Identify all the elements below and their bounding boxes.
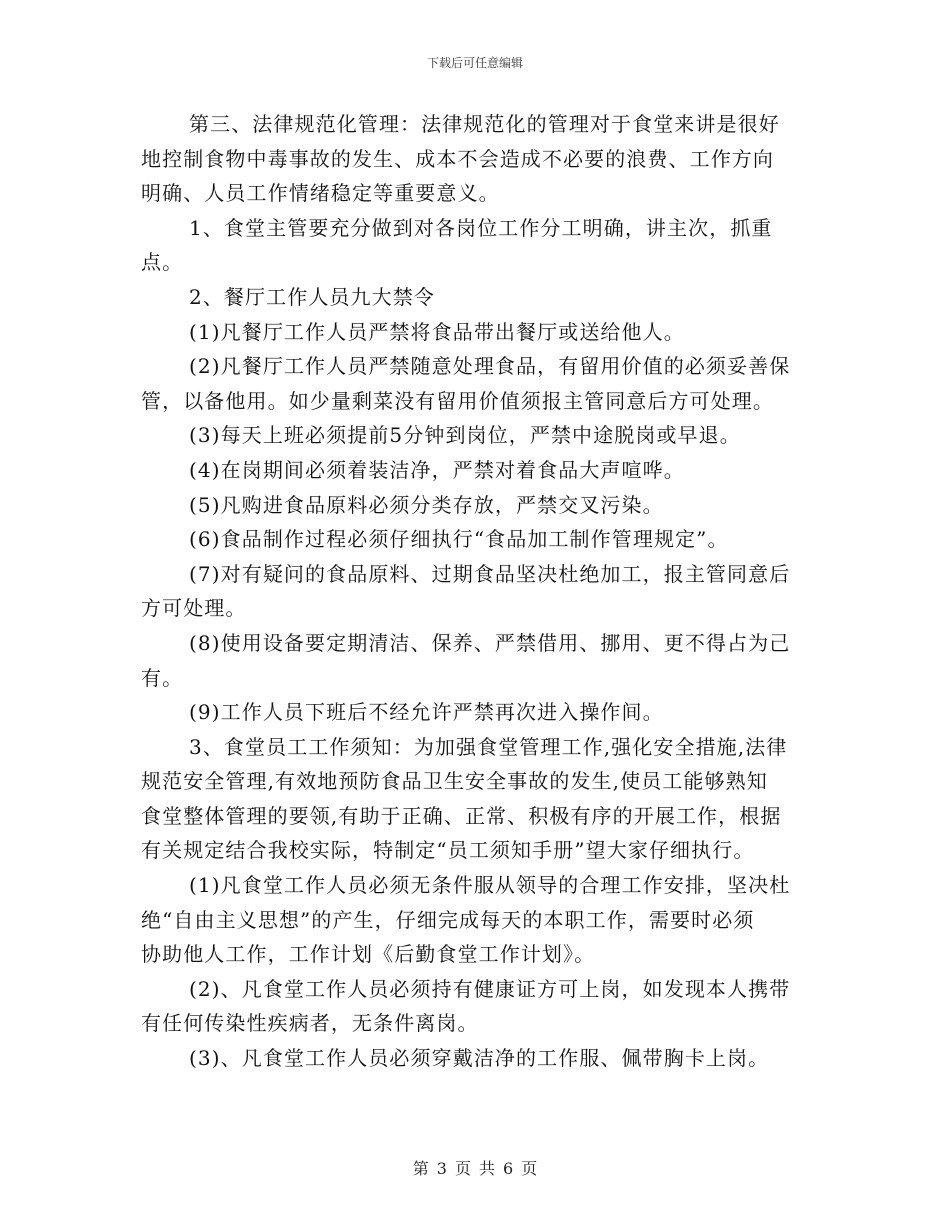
document-body — [141, 107, 813, 1076]
line: (4)在岗期间必须着装洁净，严禁对着食品大声喧哗。 — [189, 457, 685, 482]
page-label-prefix: 第 — [412, 1159, 429, 1178]
line: (3)、凡食堂工作人员必须穿戴洁净的工作服、佩带胸卡上岗。 — [189, 1046, 770, 1071]
line: 地控制食物中毒事故的发生、成本不会造成不必要的浪费、工作方向 — [141, 146, 774, 171]
line: 3、食堂员工工作须知：为加强食堂管理工作,强化安全措施,法律 — [189, 734, 788, 759]
paragraph-8 — [141, 488, 813, 523]
paragraph-10 — [141, 557, 813, 626]
paragraph-1 — [141, 107, 813, 211]
paragraph-6 — [141, 418, 813, 453]
paragraph-15 — [141, 972, 813, 1041]
line: 第三、法律规范化管理：法律规范化的管理对于食堂来讲是很好 — [189, 112, 780, 136]
paragraph-14 — [141, 868, 813, 972]
line: (9)工作人员下班后不经允许严禁再次进入操作间。 — [189, 700, 664, 725]
line: 规范安全管理,有效地预防食品卫生安全事故的发生,使员工能够熟知 — [141, 769, 768, 794]
current-page-number: 3 — [436, 1159, 447, 1178]
line: (7)对有疑问的食品原料、过期食品坚决杜绝加工，报主管同意后 — [189, 561, 791, 586]
line: (2)、凡食堂工作人员必须持有健康证方可上岗，如发现本人携带 — [189, 976, 791, 1001]
line: (6)食品制作过程必须仔细执行“食品加工制作管理规定”。 — [189, 527, 729, 552]
page-label-mid: 页 — [454, 1159, 471, 1178]
paragraph-11 — [141, 626, 813, 695]
total-label: 共 — [479, 1159, 496, 1178]
total-pages-number: 6 — [503, 1159, 514, 1178]
line: 明确、人员工作情绪稳定等重要意义。 — [141, 181, 500, 206]
line: 管，以备他用。如少量剩菜没有留用价值须报主管同意后方可处理。 — [141, 388, 774, 413]
paragraph-13 — [141, 730, 813, 868]
line: 方可处理。 — [141, 596, 247, 621]
paragraph-9 — [141, 522, 813, 557]
line: (1)凡食堂工作人员必须无条件服从领导的合理工作安排，坚决杜 — [189, 873, 791, 898]
line: 绝“自由主义思想”的产生，仔细完成每天的本职工作，需要时必须 — [141, 907, 755, 932]
line: 有关规定结合我校实际，特制定“员工须知手册”望大家仔细执行。 — [141, 838, 755, 863]
paragraph-2 — [141, 211, 813, 280]
paragraph-16 — [141, 1041, 813, 1076]
paragraph-7 — [141, 453, 813, 488]
line: 协助他人工作，工作计划《后勤食堂工作计划》。 — [141, 942, 596, 967]
paragraph-3 — [141, 280, 813, 315]
line: (1)凡餐厅工作人员严禁将食品带出餐厅或送给他人。 — [189, 319, 685, 344]
line: 有。 — [141, 665, 184, 690]
line: (5)凡购进食品原料必须分类存放，严禁交叉污染。 — [189, 492, 664, 517]
line: (2)凡餐厅工作人员严禁随意处理食品，有留用价值的必须妥善保 — [189, 354, 791, 379]
line: 2、餐厅工作人员九大禁令 — [189, 284, 435, 309]
line: (8)使用设备要定期清洁、保养、严禁借用、挪用、更不得占为己 — [189, 630, 791, 655]
paragraph-12 — [141, 695, 813, 730]
line: 食堂整体管理的要领,有助于正确、正常、积极有序的开展工作，根据 — [141, 803, 782, 828]
line: (3)每天上班必须提前5分钟到岗位，严禁中途脱岗或早退。 — [189, 423, 741, 448]
page-footer — [0, 1156, 950, 1179]
line: 1、食堂主管要充分做到对各岗位工作分工明确，讲主次，抓重点。 — [141, 215, 773, 275]
page-header: 下载后可任意编辑 — [426, 56, 523, 70]
page-label-suffix: 页 — [521, 1159, 538, 1178]
paragraph-4 — [141, 315, 813, 350]
paragraph-5 — [141, 349, 813, 418]
line: 有任何传染性疾病者，无条件离岗。 — [141, 1011, 479, 1036]
